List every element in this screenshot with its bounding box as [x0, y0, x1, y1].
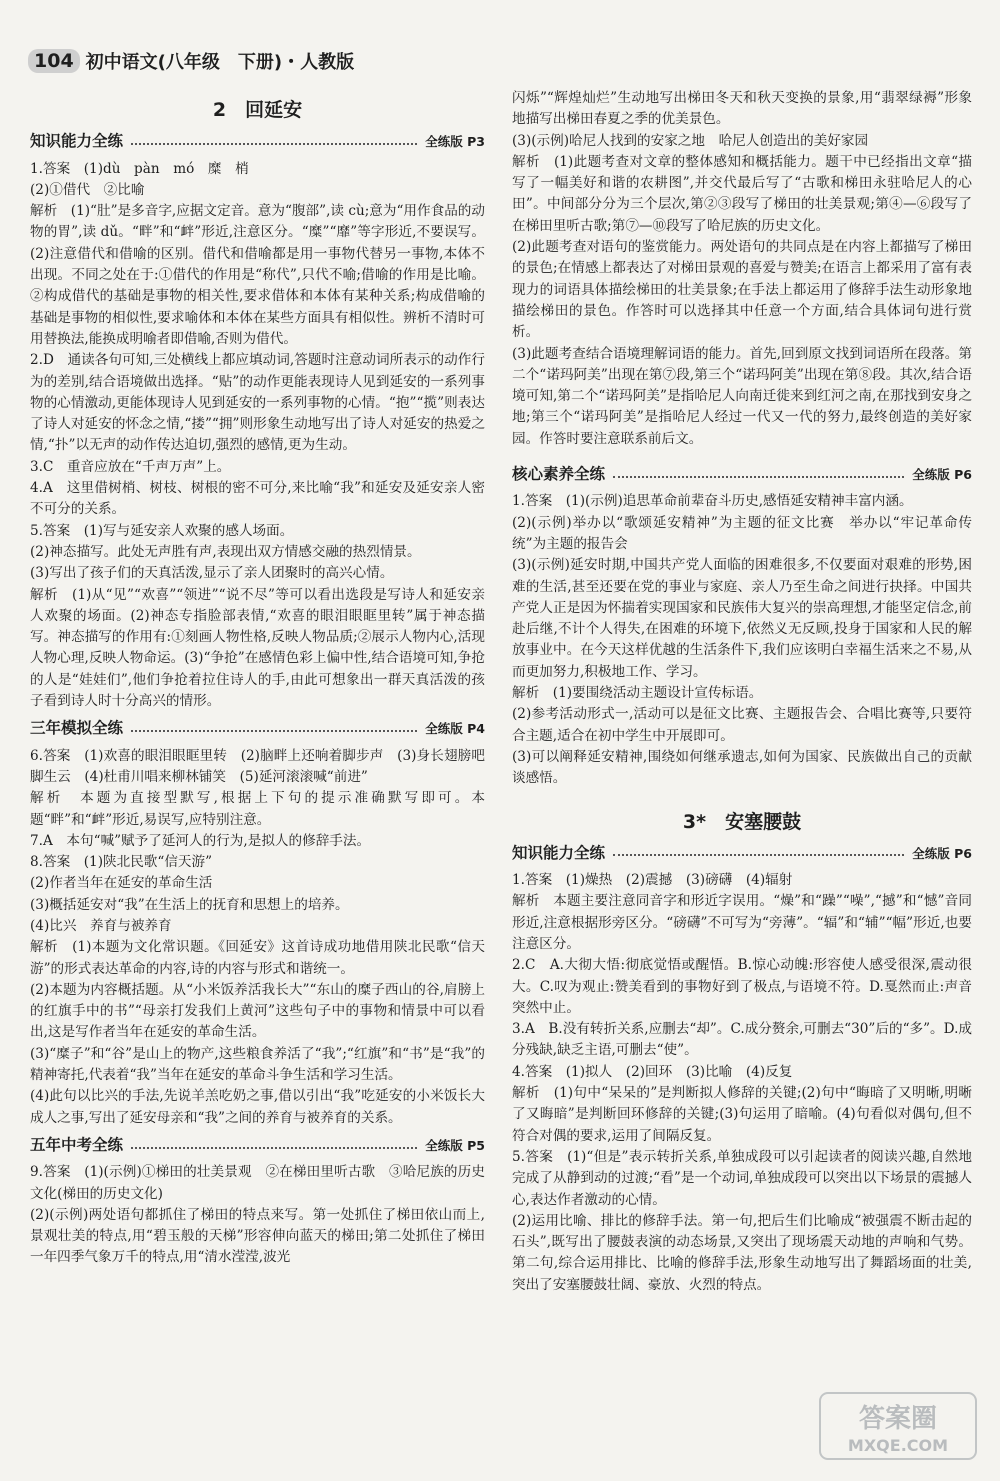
- answer-line: (3)写出了孩子们的天真活泼,显示了亲人团聚时的高兴心情。: [30, 565, 394, 582]
- analysis-text: (2)参考活动形式一,活动可以是征文比赛、主题报告会、合唱比赛等,只要符合主题,适合在初中学生中开展即可。: [512, 706, 972, 744]
- analysis-text: (2)运用比喻、排比的修辞手法。第一句,把后生们比喻成“被强震不断击起的石头”,既写出了腰鼓表演的动态场景,又突出了现场震天动地的声响和气势。第二句,综合运用排比、比喻的修辞手法,形象生动地写出了舞蹈场面的壮美,突出了安塞腰鼓壮阔、豪放、火烈的特点。: [512, 1212, 972, 1293]
- answer-line: 1.答案 (1)燥热 (2)震撼 (3)磅礴 (4)辐射: [512, 872, 793, 889]
- answer-line: 1.答案 (1)(示例)追思革命前辈奋斗历史,感悟延安精神丰富内涵。: [512, 493, 913, 510]
- section-header: [30, 131, 485, 152]
- dotted-leader: [131, 1147, 417, 1149]
- answer-line: 3.A B.没有转折关系,应删去“却”。C.成分赘余,可删去“30”后的“多”。D.成分残缺,缺乏主语,可删去“使”。: [512, 1021, 972, 1059]
- section-header: [30, 1135, 485, 1156]
- right-column: [512, 88, 972, 1296]
- section-ref: 全练版 P4: [425, 721, 485, 737]
- answer-line: 4.A 这里借树梢、树枝、树根的密不可分,来比喻“我”和延安及延安亲人密不可分的关系。: [30, 480, 485, 518]
- analysis-text: 解析 本题主要注意同音字和形近字误用。“燥”和“躁”“噪”,“撼”和“憾”音同形近,注意根据形旁区分。“磅礴”不可写为“旁薄”。“辐”和“辅”“幅”形近,也要注意区分。: [512, 893, 972, 952]
- section-ref: 全练版 P6: [912, 845, 972, 861]
- answer-line: (4)比兴 养育与被养育: [30, 917, 172, 934]
- analysis-text: 解析 (1)句中“呆呆的”是判断拟人修辞的关键;(2)句中“晦暗了又明晰,明晰了又晦暗”是判断回环修辞的关键;(3)句运用了暗喻。(4)句看似对偶句,但不符合对偶的要求,运用了间隔反复。: [512, 1085, 972, 1144]
- page-header: [28, 48, 354, 74]
- answer-line: (2)神态描写。此处无声胜有声,表现出双方情感交融的热烈情景。: [30, 543, 421, 560]
- section-header: [512, 464, 972, 485]
- answer-line: (2)(示例)举办以“歌颂延安精神”为主题的征文比赛 举办以“牢记革命传统”为主题的报告会: [512, 514, 972, 552]
- answer-line: 9.答案 (1)(示例)①梯田的壮美景观 ②在梯田里听古歌 ③哈尼族的历史文化(梯田的历史文化): [30, 1164, 485, 1202]
- answer-line: 2.C A.大彻大悟:彻底觉悟或醒悟。B.惊心动魄:形容使人感受很深,震动很大。C.叹为观止:赞美看到的事物好到了极点,与语境不符。D.戛然而止:声音突然中止。: [512, 957, 972, 1016]
- answer-line: 7.A 本句“喊”赋予了延河人的行为,是拟人的修辞手法。: [30, 832, 371, 849]
- answer-line: 6.答案 (1)欢喜的眼泪眼眶里转 (2)脑畔上还响着脚步声 (3)身长翅膀吧脚生云 (4)杜甫川唱来柳林铺笑 (5)延河滚滚喊“前进”: [30, 747, 485, 785]
- section-three-year: [30, 718, 485, 1129]
- section-ref: 全练版 P6: [912, 467, 972, 483]
- answer-line: (3)(示例)延安时期,中国共产党人面临的困难很多,不仅要面对艰难的形势,困难的生活,甚至还要在党的事业与家庭、亲人乃至生命之间进行抉择。中国共产党人正是因为怀揣着实现国家和民族伟大复兴的崇高理想,才能坚定信念,前赴后继,不计个人得失,在困难的环境下,依然义无反顾,投身于国家和人民的解放事业中。在今天这样优越的生活条件下,我们应该明白幸福生活来之不易,从而更加努力,积极地工作、学习。: [512, 557, 972, 680]
- watermark-logo: [818, 1391, 978, 1461]
- answer-line: 1.答案 (1)dù pàn mó 糜 梢: [30, 160, 249, 177]
- answer-line: 5.答案 (1)“但是”表示转折关系,单独成段可以引起读者的阅读兴趣,自然地完成了从静到动的过渡;“看”是一个动词,单独成段可以突出以下场景的震撼人心,表达作者激动的心情。: [512, 1148, 972, 1208]
- section-ref: 全练版 P3: [425, 134, 485, 150]
- section-ref: 全练版 P5: [425, 1137, 485, 1153]
- answer-line: 5.答案 (1)写与延安亲人欢聚的感人场面。: [30, 522, 294, 539]
- section-core: [512, 464, 972, 789]
- left-column: [30, 92, 485, 1269]
- watermark-line1: 答案圈: [858, 1404, 938, 1434]
- page-number: 104: [28, 49, 80, 73]
- watermark-line2: MXQE.COM: [847, 1436, 949, 1455]
- answer-line: 8.答案 (1)陕北民歌“信天游”: [30, 854, 213, 871]
- answer-line: 3.C 重音应放在“千声万声”上。: [30, 458, 231, 475]
- answer-line: (3)概括延安对“我”在生活上的抚育和思想上的培养。: [30, 896, 349, 913]
- answer-line: (3)(示例)哈尼人找到的安家之地 哈尼人创造出的美好家园: [512, 132, 869, 149]
- analysis-text: (2)本题为内容概括题。从“小米饭养活我长大”“东山的糜子西山的谷,肩膀上的红旗手中的书”“母亲打发我们上黄河”这些句子中的事物和情景中可以看出,这是写作者当年在延安的革命生活。: [30, 981, 485, 1041]
- dotted-leader: [613, 854, 904, 856]
- section-five-year: [30, 1135, 485, 1269]
- book-title: 初中语文(八年级 下册)・人教版: [85, 52, 355, 73]
- dotted-leader: [131, 730, 417, 732]
- continued-text: 闪烁”“辉煌灿烂”生动地写出梯田冬天和秋天变换的景象,用“翡翠绿褥”形象地描写出梯田春夏之季的优美景色。: [512, 90, 972, 128]
- analysis-text: 解析 (1)此题考查对文章的整体感知和概括能力。题干中已经指出文章“描写了一幅美好和谐的农耕图”,并交代最后写了“古歌和梯田永驻哈尼人的心田”。中间部分分为三个层次,第②③段写了梯田的壮美景观;第④—⑥段写了在梯田里听古歌;第⑦—⑩段写了哈尼族的历史文化。: [512, 153, 972, 234]
- analysis-text: (2)此题考查对语句的鉴赏能力。两处语句的共同点是在内容上都描写了梯田的景色;在情感上都表达了对梯田景观的喜爱与赞美;在语言上都采用了富有表现力的词语具体描绘梯田的壮美景象;在手法上都运用了修辞手法生动形象地描绘梯田的景色。作答时可以选择其中任意一个方面,结合具体词句进行赏析。: [512, 239, 972, 341]
- analysis-text: (3)“糜子”和“谷”是山上的物产,这些粮食养活了“我”;“红旗”和“书”是“我”的精神寄托,代表着“我”当年在延安的革命斗争生活和学习生活。: [30, 1045, 485, 1084]
- section-title: 知识能力全练: [30, 132, 124, 151]
- section-header: [512, 843, 972, 864]
- analysis-text: 解析 本题为直接型默写,根据上下句的提示准确默写即可。本题“畔”和“衅”形近,易误写,应特别注意。: [30, 790, 485, 828]
- analysis-text: (4)此句以比兴的手法,先说羊羔吃奶之事,借以引出“我”吃延安的小米饭长大成人之事,写出了延安母亲和“我”之间的养育与被养育的关系。: [30, 1088, 485, 1126]
- dotted-leader: [131, 143, 417, 145]
- section-title: 核心素养全练: [512, 465, 606, 484]
- section-title: 五年中考全练: [30, 1135, 124, 1154]
- answer-line: (2)作者当年在延安的革命生活: [30, 875, 213, 892]
- lesson-title: 2 回延安: [212, 99, 303, 121]
- section-title: 知识能力全练: [512, 843, 606, 862]
- analysis-text: 解析 (1)本题为文化常识题。《回延安》这首诗成功地借用陕北民歌“信天游”的形式表达革命的内容,诗的内容与形式和谐统一。: [30, 939, 485, 977]
- analysis-text: (3)此题考查结合语境理解词语的能力。首先,回到原文找到词语所在段落。第二个“诺玛阿美”出现在第⑦段,第三个“诺玛阿美”出现在第⑧段。其次,结合语境可知,第二个“诺玛阿美”是指哈尼人向南迁徙来到红河之南,在那找到安身之地;第三个“诺玛阿美”是指哈尼人经过一代又一代的努力,最终创造的美好家园。作答时要注意联系前后文。: [512, 345, 972, 447]
- analysis-text: 解析 (1)从“见”“欢喜”“领进”“说不尽”等可以看出选段是写诗人和延安亲人欢聚的场面。(2)神态专指脸部表情,“欢喜的眼泪眼眶里转”属于神态描写。神态描写的作用有:①刻画人物性格,反映人物品质;②展示人物内心,活现人物心理,反映人物命运。(3)“争抢”在感情色彩上偏中性,结合语境可知,争抢的人是“娃娃们”,他们争抢着拉住诗人的手,由此可想象出一群天真活泼的孩子看到诗人时十分高兴的情形。: [30, 586, 485, 710]
- section-knowledge: [30, 131, 485, 712]
- analysis-text: 解析 (1)“肚”是多音字,应据文定音。意为“腹部”,读 cù;意为“用作食品的动物的胃”,读 dǔ。“畔”和“衅”形近,注意区分。“糜”“靡”等字形近,不要误写。(2)注意借代和借喻的区别。借代和借喻都是用一事物代替另一事物,本体不出现。不同之处在于:①借代的作用是“称代”,只代不喻;借喻的作用是比喻。②构成借代的基础是事物的相关性,要求借体和本体有某种关系;构成借喻的基础是事物的相似性,要求喻体和本体在某些方面具有相似性。辨析不清时可用替换法,能换成明喻者即借喻,否则为借代。: [30, 203, 485, 347]
- section-title: 三年模拟全练: [30, 719, 124, 738]
- answer-line: (2)(示例)两处语句都抓住了梯田的特点来写。第一处抓住了梯田依山而上,景观壮美的特点,用“碧玉般的天梯”形容伸向蓝天的梯田;第二处抓住了梯田一年四季气象万千的特点,用“清水滢滢,波光: [30, 1206, 485, 1266]
- lesson-title: 3* 安塞腰鼓: [682, 810, 802, 833]
- analysis-text: (3)可以阐释延安精神,围绕如何继承遗志,如何为国家、民族做出自己的贡献谈感悟。: [512, 748, 972, 787]
- dotted-leader: [613, 476, 904, 478]
- analysis-text: 解析 (1)要围绕活动主题设计宣传标语。: [512, 685, 763, 702]
- section-header: [30, 718, 485, 739]
- answer-line: (2)①借代 ②比喻: [30, 181, 145, 198]
- section-knowledge-2: [512, 843, 972, 1296]
- answer-line: 4.答案 (1)拟人 (2)回环 (3)比喻 (4)反复: [512, 1063, 793, 1080]
- answer-line: 2.D 通读各句可知,三处横线上都应填动词,答题时注意动词所表示的动作行为的差别,结合语境做出选择。“贴”的动作更能表现诗人见到延安的一系列事物的心情激动,更能体现诗人见到延安的一系列事物的心情。“抱”“揽”则表达了诗人对延安的怀念之情,“搂”“拥”则形象生动地写出了诗人对延安的热爱之情,“扑”以无声的动作传达迫切,强烈的感情,更为生动。: [30, 352, 485, 454]
